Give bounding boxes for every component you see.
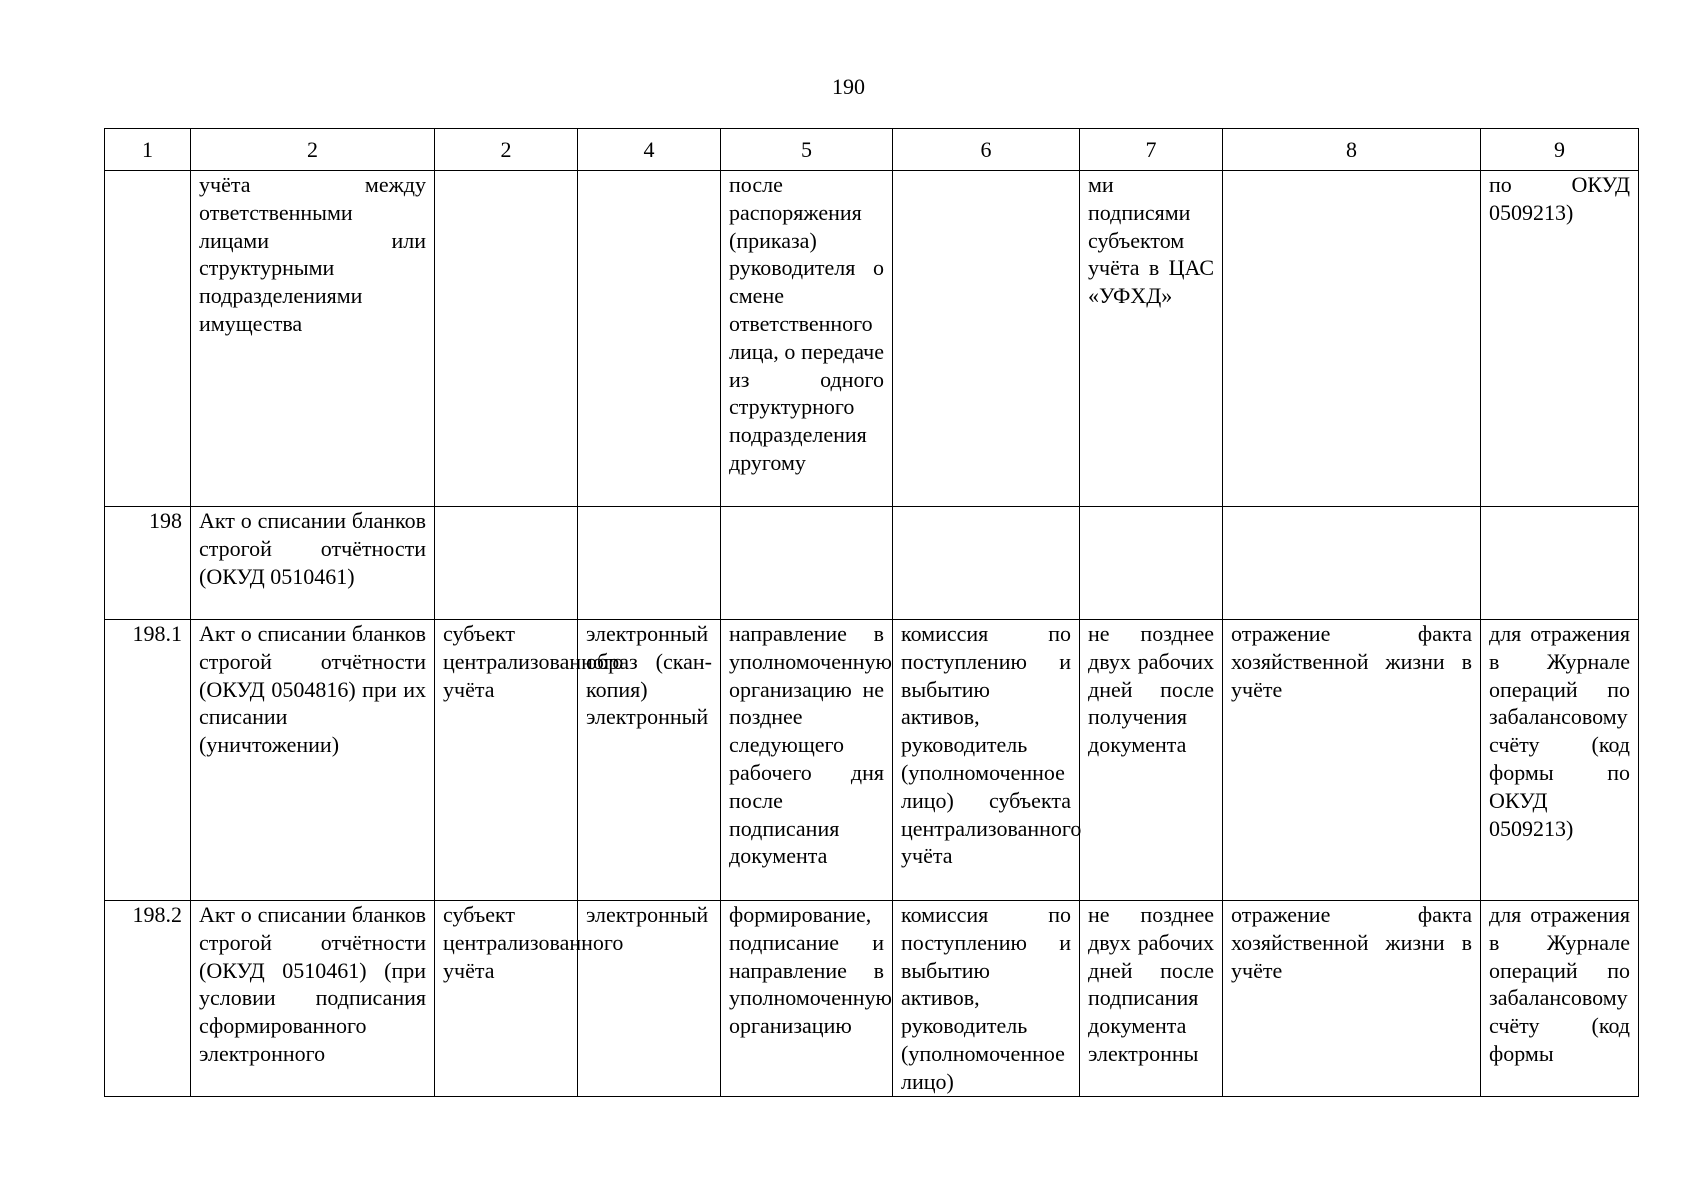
header-cell: 5 (721, 129, 893, 171)
table-cell: электронный (578, 901, 721, 1097)
table-cell (1080, 507, 1223, 620)
row-number: 198.2 (105, 901, 191, 1097)
table-cell: после распоряжения (приказа) руководителя о смене ответственного лица, о передаче из одного структурного подразделения другому (721, 171, 893, 507)
table-cell: комиссия по поступлению и выбытию активов, руководитель (уполномоченное лицо) субъекта централизованного учёта (893, 620, 1080, 901)
table-row (105, 901, 1639, 1097)
table-cell: учёта между ответственными лицами или структурными подразделениями имущества (191, 171, 435, 507)
row-number (105, 171, 191, 507)
document-table (104, 128, 1639, 1097)
table-cell (721, 507, 893, 620)
table-cell (578, 507, 721, 620)
header-cell: 2 (435, 129, 578, 171)
page-number: 190 (832, 74, 865, 99)
table-cell: не позднее двух рабочих дней после получения документа (1080, 620, 1223, 901)
table-cell (893, 171, 1080, 507)
table-cell: ми подписями субъектом учёта в ЦАС «УФХД» (1080, 171, 1223, 507)
table-cell: формирование, подписание и направление в уполномоченную организацию (721, 901, 893, 1097)
table-cell: отражение факта хозяйственной жизни в учёте (1223, 901, 1481, 1097)
table-cell (578, 171, 721, 507)
row-number: 198.1 (105, 620, 191, 901)
table-cell: отражение факта хозяйственной жизни в учёте (1223, 620, 1481, 901)
header-cell: 8 (1223, 129, 1481, 171)
header-cell: 1 (105, 129, 191, 171)
header-cell: 4 (578, 129, 721, 171)
table-cell: комиссия по поступлению и выбытию активов, руководитель (уполномоченное лицо) (893, 901, 1080, 1097)
table-cell: направление в уполномоченную организацию не позднее следующего рабочего дня после подписания документа (721, 620, 893, 901)
table-cell (1481, 507, 1639, 620)
header-cell: 9 (1481, 129, 1639, 171)
table-cell: для отражения в Журнале операций по забалансовому счёту (код формы по ОКУД 0509213) (1481, 620, 1639, 901)
table-cell (435, 171, 578, 507)
table-cell: не позднее двух рабочих дней после подписания документа электронны (1080, 901, 1223, 1097)
header-cell: 7 (1080, 129, 1223, 171)
row-number: 198 (105, 507, 191, 620)
table-cell: Акт о списании бланков строгой отчётности (ОКУД 0510461) (191, 507, 435, 620)
table-cell: Акт о списании бланков строгой отчётности (ОКУД 0510461) (при условии подписания сформированного электронного (191, 901, 435, 1097)
table-cell: электронный образ (скан-копия) электронный (578, 620, 721, 901)
table-cell: по ОКУД 0509213) (1481, 171, 1639, 507)
header-cell: 2 (191, 129, 435, 171)
table-cell (893, 507, 1080, 620)
table-cell (435, 507, 578, 620)
table-cell (1223, 171, 1481, 507)
table-cell: субъект централизованного учёта (435, 901, 578, 1097)
header-row (105, 129, 1639, 171)
table-cell: Акт о списании бланков строгой отчётности (ОКУД 0504816) при их списании (уничтожении) (191, 620, 435, 901)
table-cell: субъект централизованного учёта (435, 620, 578, 901)
table-row (105, 507, 1639, 620)
header-cell: 6 (893, 129, 1080, 171)
table-cell: для отражения в Журнале операций по забалансовому счёту (код формы (1481, 901, 1639, 1097)
table-cell (1223, 507, 1481, 620)
table-row (105, 620, 1639, 901)
table-row (105, 171, 1639, 507)
